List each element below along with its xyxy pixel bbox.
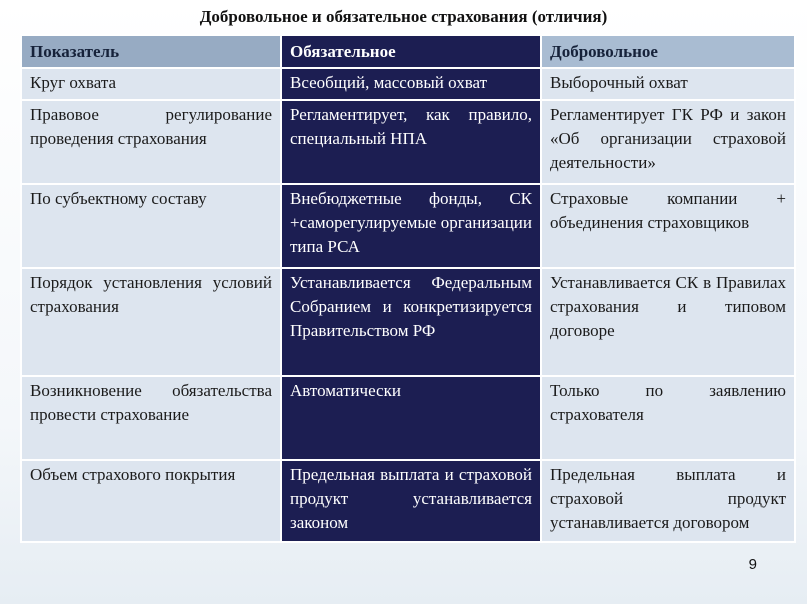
cell-mandatory: Устанавливается Федеральным Собранием и конкретизируется Правительством РФ <box>281 268 541 376</box>
cell-indicator: Круг охвата <box>21 68 281 100</box>
cell-voluntary: Выборочный охват <box>541 68 795 100</box>
table-row <box>21 376 795 460</box>
cell-mandatory: Автоматически <box>281 376 541 460</box>
cell-mandatory: Регламентирует, как правило, специальный НПА <box>281 100 541 184</box>
cell-indicator: Порядок установления условий страхования <box>21 268 281 376</box>
cell-voluntary: Регламентирует ГК РФ и закон «Об организации страховой деятельности» <box>541 100 795 184</box>
cell-indicator: Правовое регулирование проведения страхования <box>21 100 281 184</box>
cell-mandatory: Всеобщий, массовый охват <box>281 68 541 100</box>
page-number: 9 <box>748 556 757 573</box>
cell-indicator: Объем страхового покрытия <box>21 460 281 542</box>
comparison-table <box>20 34 796 543</box>
table-row <box>21 460 795 542</box>
cell-voluntary: Только по заявлению страхователя <box>541 376 795 460</box>
cell-voluntary: Устанавливается СК в Правилах страхования и типовом договоре <box>541 268 795 376</box>
table-row <box>21 184 795 268</box>
cell-mandatory: Предельная выплата и страховой продукт устанавливается законом <box>281 460 541 542</box>
cell-indicator: Возникновение обязательства провести страхование <box>21 376 281 460</box>
cell-indicator: По субъектному составу <box>21 184 281 268</box>
table-row <box>21 68 795 100</box>
slide-title: Добровольное и обязательное страхования (отличия) <box>199 7 608 26</box>
table-row <box>21 268 795 376</box>
table-header-row <box>21 35 795 68</box>
cell-mandatory: Внебюджетные фонды, СК +саморегулируемые организации типа РСА <box>281 184 541 268</box>
table-row <box>21 100 795 184</box>
cell-voluntary: Страховые компании + объединения страховщиков <box>541 184 795 268</box>
header-indicator: Показатель <box>21 35 281 68</box>
cell-voluntary: Предельная выплата и страховой продукт устанавливается договором <box>541 460 795 542</box>
header-mandatory: Обязательное <box>281 35 541 68</box>
header-voluntary: Добровольное <box>541 35 795 68</box>
